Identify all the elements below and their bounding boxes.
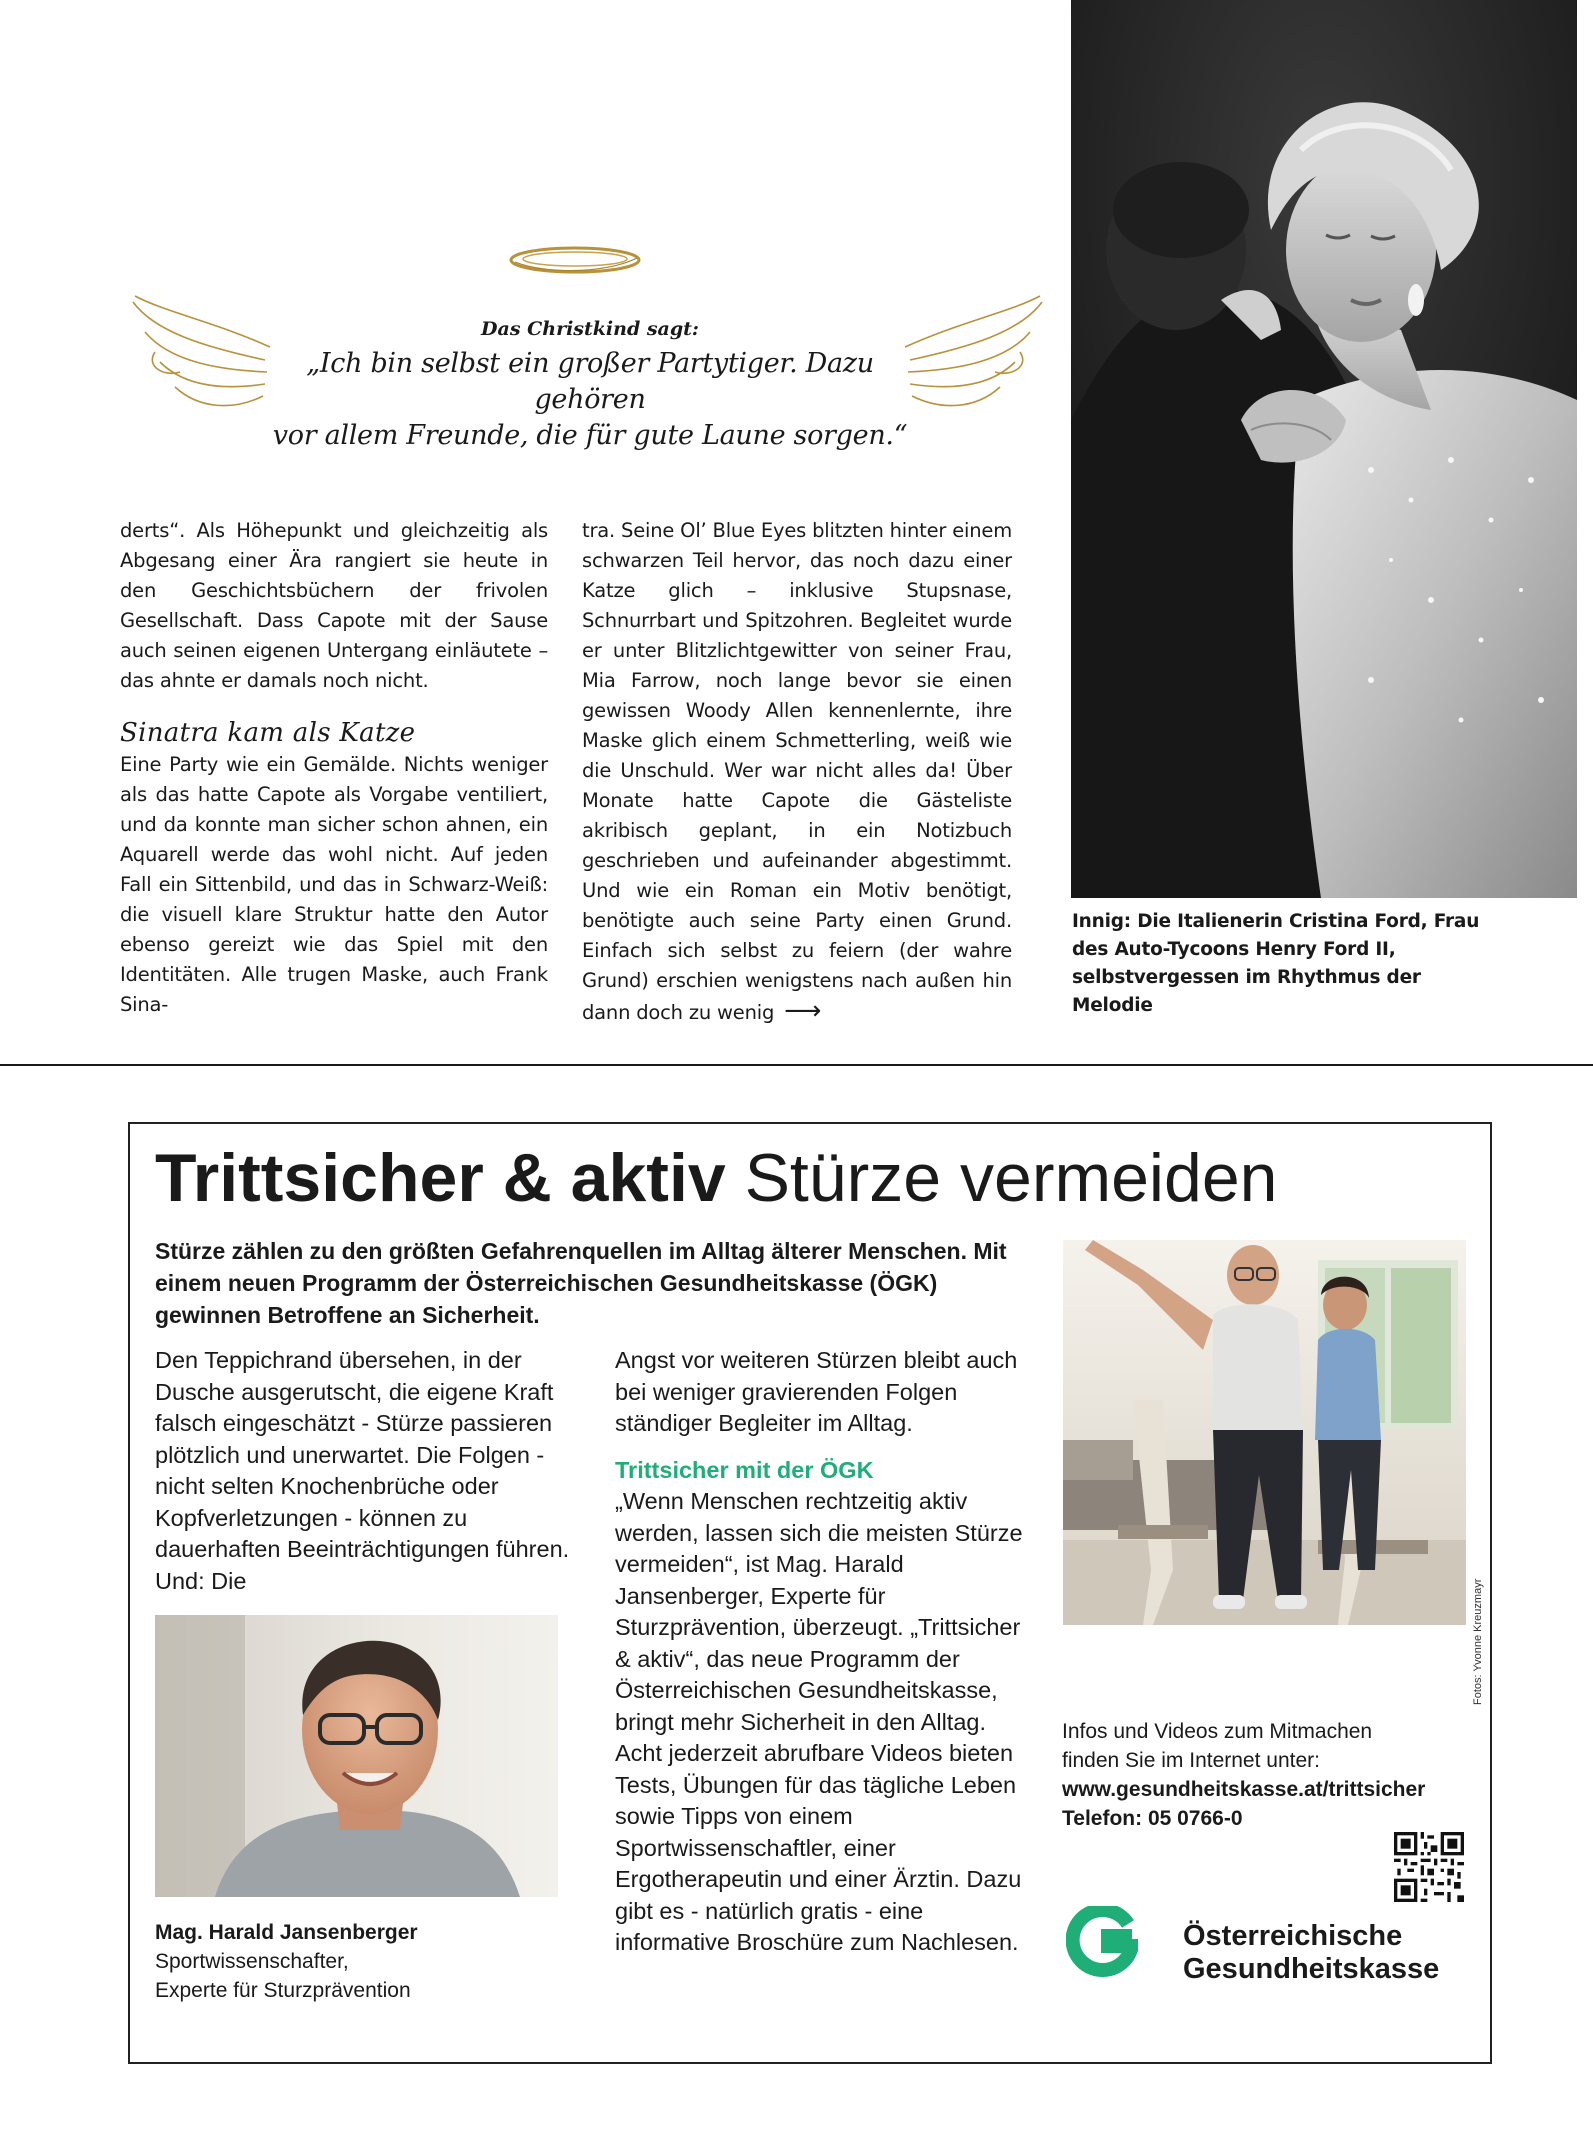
article-subheading: Sinatra kam als Katze: [120, 718, 416, 748]
pull-quote: [250, 346, 930, 454]
photo-credit: Fotos: Yvonne Kreuzmayr: [1472, 1578, 1484, 1705]
ogk-logo-icon: [1066, 1906, 1138, 1978]
quote-label: Das Christkind sagt:: [481, 318, 699, 340]
info-line-2: finden Sie im Internet unter:: [1062, 1749, 1320, 1772]
website-link[interactable]: www.gesundheitskasse.at/trittsicher: [1062, 1778, 1426, 1801]
ogk-wordmark-line-1: Österreichische: [1183, 1920, 1403, 1952]
expert-role-1: Sportwissenschafter,: [155, 1950, 349, 1973]
article-paragraph: derts“. Als Höhepunkt und gleichzeitig als Abgesang einer Ära rangiert sie heute in den Geschichtsbüchern der frivolen Gesellschaft. Dass Capote mit der Sause auch seinen eigenen Untergang einläutete – das ahnte er damals noch nicht.: [120, 519, 548, 692]
expert-name: Mag. Harald Jansenberger: [155, 1921, 418, 1944]
ogk-wordmark: [1183, 1920, 1483, 1986]
article-paragraph: Eine Party wie ein Gemälde. Nichts weniger als das hatte Capote als Vorgabe ventiliert, und da konnte man sicher schon ahnen, ein Aquarell werde das wohl nicht. Auf jeden Fall ein Sittenbild, und das in Schwarz-Weiß: die visuell klare Struktur hatte den Autor ebenso gereizt wie das Spiel mit den Identitäten. Alle trugen Maske, auch Frank Sina-: [120, 753, 548, 1016]
info-line-1: Infos und Videos zum Mitmachen: [1062, 1720, 1373, 1743]
photo-caption: Innig: Die Italienerin Cristina Ford, Frau des Auto-Tycoons Henry Ford II, selbstvergessen im Rhythmus der Melodie: [1072, 911, 1480, 1016]
ad-title-light: Stürze vermeiden: [744, 1140, 1278, 1216]
article-column-1: [120, 516, 548, 1020]
pull-quote-line-1: „Ich bin selbst ein großer Partytiger. Dazu gehören: [306, 348, 874, 415]
continue-arrow-icon: ⟶: [784, 996, 822, 1026]
pull-quote-line-2: vor allem Freunde, die für gute Laune sorgen.“: [272, 420, 908, 451]
section-divider: [0, 1064, 1593, 1066]
qr-code-icon[interactable]: [1394, 1832, 1464, 1902]
phone-number: Telefon: 05 0766-0: [1062, 1807, 1243, 1830]
exercise-couple-photo: [1063, 1240, 1466, 1625]
expert-portrait-photo: [155, 1615, 558, 1897]
ad-info-block: [1062, 1717, 1482, 1833]
ad-subheading: Trittsicher mit der ÖGK: [615, 1456, 874, 1483]
ad-paragraph: Den Teppichrand übersehen, in der Dusche ausgerutscht, die eigene Kraft falsch eingeschätzt - Stürze passieren plötzlich und unerwartet. Die Folgen - nicht selten Knochenbrüche oder Kopfverletzungen - können zu dauerhaften Beeinträchtigungen führen. Und: Die: [155, 1347, 570, 1594]
ogk-wordmark-line-2: Gesundheitskasse: [1183, 1953, 1440, 1985]
ad-paragraph: „Wenn Menschen rechtzeitig aktiv werden, lassen sich die meisten Stürze vermeiden“, ist Mag. Harald Jansenberger, Experte für Sturzprävention, überzeugt. „Trittsicher & aktiv“, das neue Programm der Österreichischen Gesundheitskasse, bringt mehr Sicherheit in den Alltag. Acht jederzeit abrufbare Videos bieten Tests, Übungen für das tägliche Leben sowie Tipps von einem Sportwissenschaftler, einer Ergotherapeutin und einer Ärztin. Dazu gibt es - natürlich gratis - eine informative Broschüre zum Nachlesen.: [615, 1488, 1023, 1955]
expert-role-2: Experte für Sturzprävention: [155, 1979, 411, 2002]
dancing-couple-photo: [1071, 0, 1577, 898]
article-column-2: [582, 516, 1012, 1028]
ad-title-bold: Trittsicher & aktiv: [155, 1140, 726, 1216]
halo-ornament: [505, 240, 645, 280]
ad-paragraph: Angst vor weiteren Stürzen bleibt auch bei weniger gravierenden Folgen ständiger Begleiter im Alltag.: [615, 1347, 1018, 1436]
article-paragraph: [582, 516, 1012, 1028]
ad-column-2: [615, 1345, 1035, 1959]
ad-column-1: [155, 1345, 575, 1597]
expert-caption: [155, 1918, 575, 2005]
ad-lead: Stürze zählen zu den größten Gefahrenquellen im Alltag älterer Menschen. Mit einem neuen Programm der Österreichischen Gesundheitskasse (ÖGK) gewinnen Betroffene an Sicherheit.: [155, 1238, 1007, 1328]
article-paragraph-text: tra. Seine Ol’ Blue Eyes blitzten hinter einem schwarzen Teil hervor, das noch dazu einer Katze glich – inklusive Stupsnase, Schnurrbart und Spitzohren. Begleitet wurde er unter Blitzlichtgewitter von seiner Frau, Mia Farrow, noch lange bevor sie einen gewissen Woody Allen kennenlernte, ihre Maske glich einem Schmetterling, weiß wie die Unschuld. Wer war nicht alles da! Über Monate hatte Capote die Gästeliste akribisch geplant, in ein Notizbuch geschrieben und aufeinander abgestimmt. Und wie ein Roman ein Motiv benötigt, benötigte auch seine Party einen Grund. Einfach sich selbst zu feiern (der wahre Grund) erschien wenigstens nach außen hin dann doch zu wenig: [582, 519, 1012, 1024]
ad-title: [155, 1135, 1278, 1221]
